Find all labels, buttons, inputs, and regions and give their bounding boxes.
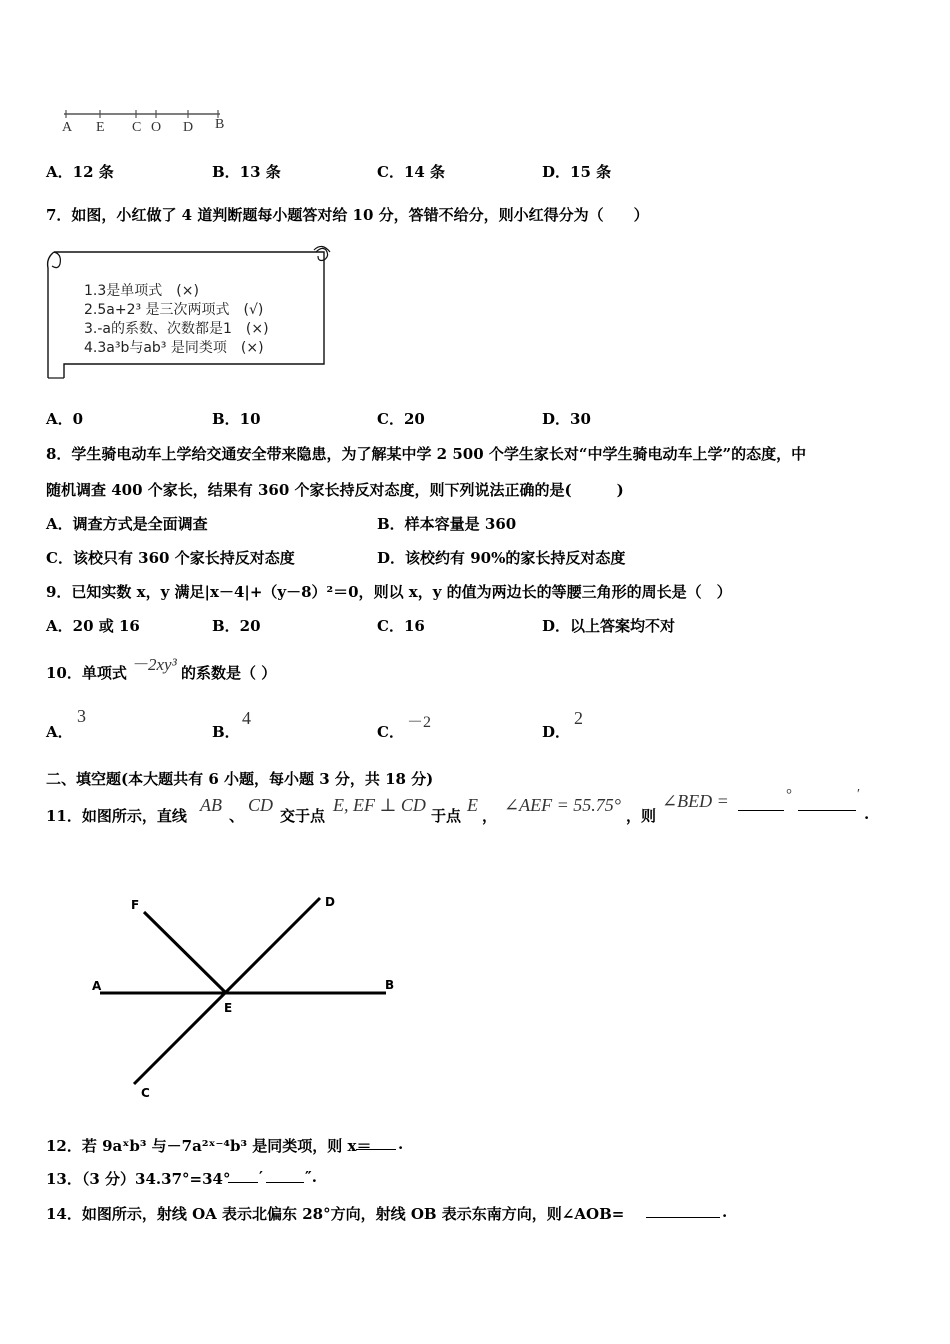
figure-label-f: F: [131, 898, 140, 912]
q11-intersect-text: 交于点: [280, 807, 326, 825]
q10-option-a-value: 3: [77, 706, 86, 726]
q13-minute-blank[interactable]: [228, 1168, 258, 1183]
q6-option-c: C．14 条: [377, 163, 446, 181]
figure-label-c: C: [141, 1086, 150, 1100]
q11-end: .: [864, 805, 870, 823]
q8-stem-line-2: 随机调查 400 个家长，结果有 360 个家长持反对态度，则下列说法正确的是( ): [46, 481, 624, 499]
q10-expression: －2xy³: [131, 655, 177, 674]
q10-option-c-value: －2: [407, 714, 432, 731]
q11-point-e: E: [467, 795, 478, 815]
q7-option-b: B．10: [212, 410, 261, 428]
q11-asked-angle: ∠BED =: [662, 791, 729, 811]
q10-option-d-label: D．: [542, 723, 571, 741]
q11-given-angle: ∠AEF = 55.75°: [504, 795, 621, 815]
q14-stem: 14．如图所示，射线 OA 表示北偏东 28°方向，射线 OB 表示东南方向，则∠AOB=: [46, 1205, 625, 1223]
q10-option-c-label: C．: [377, 723, 404, 741]
q7-stem: 7．如图，小红做了 4 道判断题每小题答对给 10 分，答错不给分，则小红得分为（ ）: [46, 206, 649, 224]
q14-end: .: [722, 1203, 728, 1221]
number-line-label-a: A: [62, 120, 73, 135]
q11-minute-blank[interactable]: [798, 796, 856, 811]
q7-option-c: C．20: [377, 410, 425, 428]
q10-option-b-value: 4: [242, 708, 251, 728]
q11-comma: ，: [482, 807, 498, 825]
q10-option-d-value: 2: [574, 708, 583, 728]
q11-line-cd: CD: [248, 795, 274, 815]
q8-option-a: A．调查方式是全面调查: [46, 515, 208, 533]
q10-option-a-label: A．: [46, 723, 73, 741]
q11-prefix: 11．如图所示，直线: [46, 807, 187, 825]
figure-label-e: E: [224, 1001, 233, 1015]
q7-scroll-line-3: 3.-a的系数、次数都是1 (×): [84, 321, 269, 337]
q12-answer-blank[interactable]: [356, 1135, 396, 1150]
q11-degree-blank[interactable]: [738, 796, 784, 811]
q13-second-blank[interactable]: [266, 1168, 304, 1183]
q10-suffix: 的系数是（ ）: [181, 664, 277, 682]
q9-option-b: B．20: [212, 617, 261, 635]
number-line-label-d: D: [183, 120, 194, 135]
q10-option-b-label: B．: [212, 723, 240, 741]
q13-minute-mark: ′: [259, 1168, 263, 1186]
section-2-title: 二、填空题(本大题共有 6 小题，每小题 3 分，共 18 分): [46, 770, 434, 788]
q11-foot-text: 于点: [431, 807, 462, 825]
number-line-figure: [60, 108, 240, 140]
line-cd: [134, 898, 320, 1084]
q9-stem: 9．已知实数 x，y 满足|x－4|+（y－8）²＝0，则以 x，y 的值为两边长的等腰三角形的周长是（ ）: [46, 583, 732, 601]
number-line-label-c: C: [132, 120, 142, 135]
q12-end: .: [398, 1135, 404, 1153]
figure-label-a: A: [92, 979, 102, 993]
q10-prefix: 10．单项式: [46, 664, 127, 682]
q13-stem: 13．（3 分）34.37°=34°: [46, 1170, 231, 1188]
q9-option-d: D．以上答案均不对: [542, 617, 676, 635]
figure-label-d: D: [325, 895, 335, 909]
q11-intersecting-lines-figure: [90, 890, 410, 1110]
q7-option-a: A．0: [46, 410, 84, 428]
q8-option-b: B．样本容量是 360: [377, 515, 517, 533]
q6-option-b: B．13 条: [212, 163, 281, 181]
q11-degree-mark: °: [786, 787, 792, 803]
q11-condition: E, EF ⊥ CD: [333, 795, 426, 815]
q9-option-c: C．16: [377, 617, 425, 635]
q11-then-text: ，则: [626, 807, 657, 825]
q7-option-d: D．30: [542, 410, 591, 428]
ray-ef: [144, 912, 226, 993]
q8-option-d: D．该校约有 90%的家长持反对态度: [377, 549, 626, 567]
q9-option-a: A．20 或 16: [46, 617, 140, 635]
q8-stem-line-1: 8．学生骑电动车上学给交通安全带来隐患，为了解某中学 2 500 个学生家长对“中学生骑电动车上学”的态度，中: [46, 445, 807, 463]
q7-scroll-line-4: 4.3a³b与ab³ 是同类项 (×): [84, 340, 264, 356]
q6-option-d: D．15 条: [542, 163, 612, 181]
q13-second-mark: ″.: [305, 1168, 317, 1186]
q7-scroll-line-2: 2.5a+2³ 是三次两项式 (√): [84, 302, 264, 318]
number-line-label-o: O: [151, 120, 162, 135]
q11-minute-mark: ′: [857, 787, 861, 802]
q14-answer-blank[interactable]: [646, 1203, 720, 1218]
q11-separator: 、: [229, 807, 245, 825]
q7-scroll-line-1: 1.3是单项式 (×): [84, 283, 199, 299]
figure-label-b: B: [385, 978, 395, 992]
number-line-label-e: E: [96, 120, 105, 135]
q11-line-ab: AB: [200, 795, 222, 815]
number-line-label-b: B: [215, 117, 225, 132]
q6-option-a: A．12 条: [46, 163, 114, 181]
q8-option-c: C．该校只有 360 个家长持反对态度: [46, 549, 295, 567]
q12-stem: 12．若 9aˣb³ 与－7a²ˣ⁻⁴b³ 是同类项，则 x＝: [46, 1137, 372, 1155]
